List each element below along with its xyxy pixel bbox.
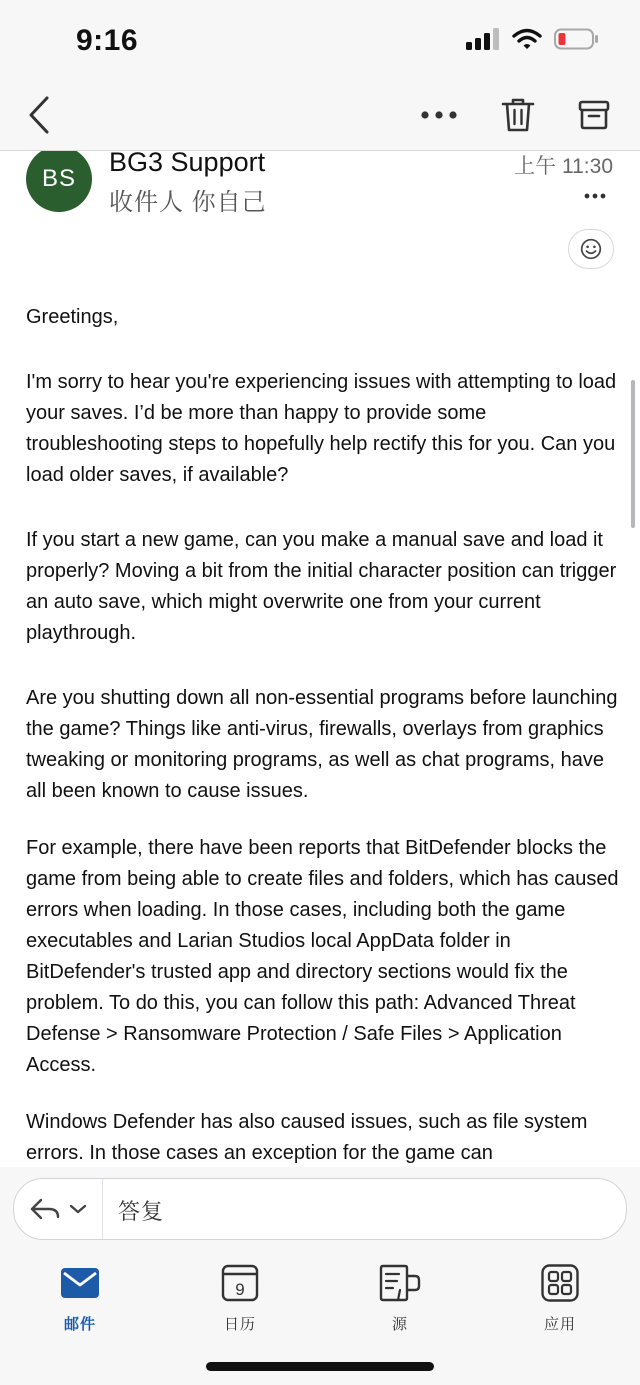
tab-mail[interactable] xyxy=(20,1261,140,1334)
reply-bar[interactable] xyxy=(13,1178,627,1240)
delete-button[interactable] xyxy=(493,90,543,140)
email-body xyxy=(26,302,620,1167)
apps-icon xyxy=(541,1264,579,1302)
tab-label: 邮件 xyxy=(63,1316,96,1333)
home-indicator[interactable] xyxy=(206,1362,434,1371)
tab-calendar[interactable] xyxy=(180,1261,300,1334)
mail-icon xyxy=(61,1268,99,1298)
email-paragraph: I'm sorry to hear you're experiencing issues with attempting to load your saves. I’d be more than happy to provide some troubleshooting steps to hopefully help rectify this for you. Can you load older saves, if available? xyxy=(26,371,617,486)
calendar-day: 9 xyxy=(235,1280,245,1299)
tab-apps[interactable] xyxy=(500,1261,620,1334)
feed-icon xyxy=(379,1264,421,1302)
wifi-icon xyxy=(512,28,542,50)
email-paragraph: Are you shutting down all non-essential programs before launching the game? Things like anti-virus, firewalls, overlays from graphics tweaking or monitoring programs, as well as chat programs, have all been known to cause issues. xyxy=(26,687,618,802)
tab-feed[interactable] xyxy=(340,1261,460,1334)
scrollbar[interactable] xyxy=(631,380,635,528)
battery-low-icon xyxy=(554,28,600,50)
tab-bar xyxy=(0,1255,640,1335)
email-paragraph: If you start a new game, can you make a manual save and load it properly? Moving a bit from the initial character position can trigger an auto save, which might overwrite one from your current playthrough. xyxy=(26,529,617,644)
sender-avatar[interactable] xyxy=(26,151,92,212)
more-horizontal-icon xyxy=(584,193,606,199)
smiley-icon xyxy=(580,238,602,260)
archive-icon xyxy=(578,99,610,131)
reaction-button[interactable] xyxy=(568,229,614,269)
tab-label: 应用 xyxy=(543,1316,576,1333)
tab-label: 源 xyxy=(391,1316,408,1333)
sender-name[interactable]: BG3 Support xyxy=(109,151,266,177)
reply-options-button[interactable] xyxy=(14,1179,103,1239)
message-more-button[interactable] xyxy=(580,187,610,205)
more-options-button[interactable] xyxy=(414,90,464,140)
avatar-initials: BS xyxy=(41,165,76,192)
email-paragraph: For example, there have been reports that BitDefender blocks the game from being able to create files and folders, which has caused errors when loading. In those cases, including both the game executables and Larian Studios local AppData folder in BitDefender's trusted app and directory sections would fix the problem. To do this, you can follow this path: Advanced Threat Defense > Ransomware Protection / Safe Files > Application Access. xyxy=(26,837,619,1076)
trash-icon xyxy=(501,97,535,133)
status-icons xyxy=(466,28,600,50)
bottom-area xyxy=(0,1167,640,1385)
recipient-line[interactable]: 收件人 你自己 xyxy=(109,189,267,216)
reply-label: 答复 xyxy=(118,1199,165,1224)
email-paragraph-greeting: Greetings, xyxy=(26,306,119,328)
status-time: 9:16 xyxy=(76,24,139,57)
archive-button[interactable] xyxy=(569,90,619,140)
email-content xyxy=(0,151,640,1167)
email-time: 上午 11:30 xyxy=(514,155,613,178)
tab-label: 日历 xyxy=(223,1316,256,1333)
more-horizontal-icon xyxy=(420,110,458,120)
status-bar xyxy=(0,0,640,80)
chevron-down-icon xyxy=(69,1203,87,1215)
reply-icon xyxy=(29,1197,61,1221)
cellular-signal-icon xyxy=(466,28,500,50)
email-paragraph: Windows Defender has also caused issues, such as file system errors. In those cases an exception for the game can xyxy=(26,1111,588,1164)
email-toolbar xyxy=(0,80,640,151)
calendar-icon xyxy=(221,1264,259,1302)
chevron-left-icon xyxy=(27,96,51,134)
back-button[interactable] xyxy=(14,90,64,140)
